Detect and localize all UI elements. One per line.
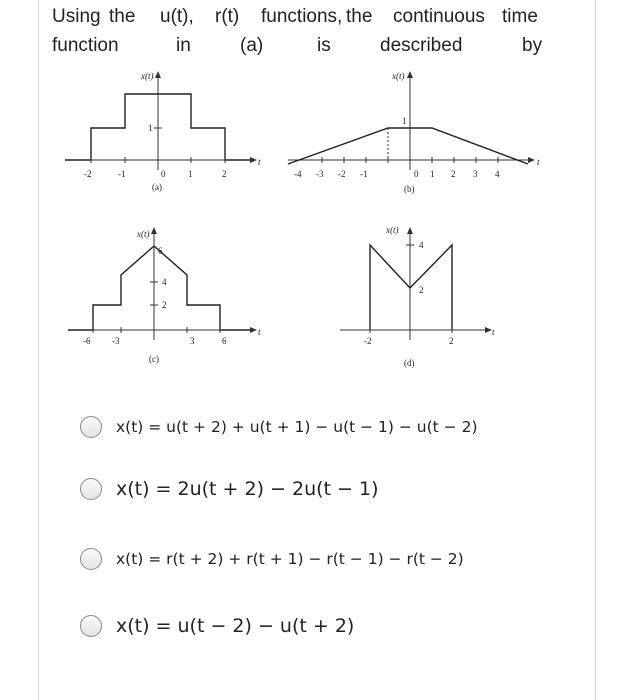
option-4[interactable] [80, 615, 354, 637]
radio-button[interactable] [80, 548, 102, 570]
question-word: r(t) [215, 6, 240, 27]
figure-b-xlabel: t [537, 157, 540, 167]
figure-c-level: 4 [162, 277, 167, 287]
tick-label: -3 [112, 336, 120, 346]
figure-a-xlabel: t [258, 157, 261, 167]
question-word: functions, [261, 6, 343, 27]
figure-c-level: 6 [158, 246, 163, 256]
figure-c-caption: (c) [149, 354, 159, 364]
tick-label: -1 [118, 169, 126, 179]
question-word: described [380, 35, 463, 56]
figure-d-level: 2 [419, 285, 424, 295]
figure-c [68, 227, 261, 364]
tick-label: -2 [338, 169, 346, 179]
tick-label: 2 [449, 336, 454, 346]
tick-label: -2 [364, 336, 372, 346]
question-word: time [502, 6, 538, 27]
figure-c-level: 2 [162, 300, 167, 310]
question-word: (a) [240, 35, 264, 56]
tick-label: 3 [473, 169, 478, 179]
figure-b [288, 71, 540, 194]
option-text: x(t) = 2u(t + 2) − 2u(t − 1) [116, 478, 379, 500]
tick-label: 1 [430, 169, 435, 179]
tick-label: -4 [294, 169, 302, 179]
tick-label: -3 [316, 169, 324, 179]
figure-c-ylabel: x(t) [137, 229, 150, 239]
tick-label: 2 [222, 169, 227, 179]
figure-d-ylabel: x(t) [386, 225, 399, 235]
radio-button[interactable] [80, 416, 102, 438]
tick-label: 1 [188, 169, 193, 179]
tick-label: -2 [84, 169, 92, 179]
tick-label: -6 [83, 336, 91, 346]
tick-label: 0 [414, 169, 419, 179]
figure-a-caption: (a) [152, 182, 162, 192]
figure-a [65, 71, 261, 192]
option-1[interactable] [80, 416, 478, 438]
question-word: u(t), [160, 6, 194, 27]
question-word: in [176, 35, 191, 56]
option-3[interactable] [80, 548, 464, 570]
figure-d-caption: (d) [404, 358, 415, 368]
question-word: function [52, 35, 119, 56]
option-text: x(t) = u(t − 2) − u(t + 2) [116, 615, 355, 637]
option-text: x(t) = r(t + 2) + r(t + 1) − r(t − 1) − r(t − 2) [116, 550, 464, 568]
question-word: Using [52, 6, 101, 27]
figure-b-ylabel: x(t) [392, 71, 405, 81]
question-word: is [317, 35, 331, 56]
figure-c-xlabel: t [258, 327, 261, 337]
figure-a-level: 1 [148, 123, 153, 133]
figure-d [340, 225, 495, 368]
tick-label: 0 [161, 169, 166, 179]
question-word: the [346, 6, 373, 27]
option-text: x(t) = u(t + 2) + u(t + 1) − u(t − 1) − u(t − 2) [116, 418, 478, 436]
question-word: continuous [393, 6, 485, 27]
question-word: the [109, 6, 136, 27]
tick-label: 6 [222, 336, 227, 346]
figure-d-level: 4 [419, 240, 424, 250]
question-word: by [522, 35, 543, 56]
figure-b-level: 1 [402, 116, 407, 126]
radio-button[interactable] [80, 615, 102, 637]
figure-b-caption: (b) [404, 184, 415, 194]
tick-label: 3 [190, 336, 195, 346]
tick-label: 2 [451, 169, 456, 179]
radio-button[interactable] [80, 478, 102, 500]
option-2[interactable] [80, 478, 379, 500]
tick-label: -1 [360, 169, 368, 179]
figure-d-xlabel: t [492, 327, 495, 337]
figure-a-ylabel: x(t) [141, 71, 154, 81]
tick-label: 4 [495, 169, 500, 179]
